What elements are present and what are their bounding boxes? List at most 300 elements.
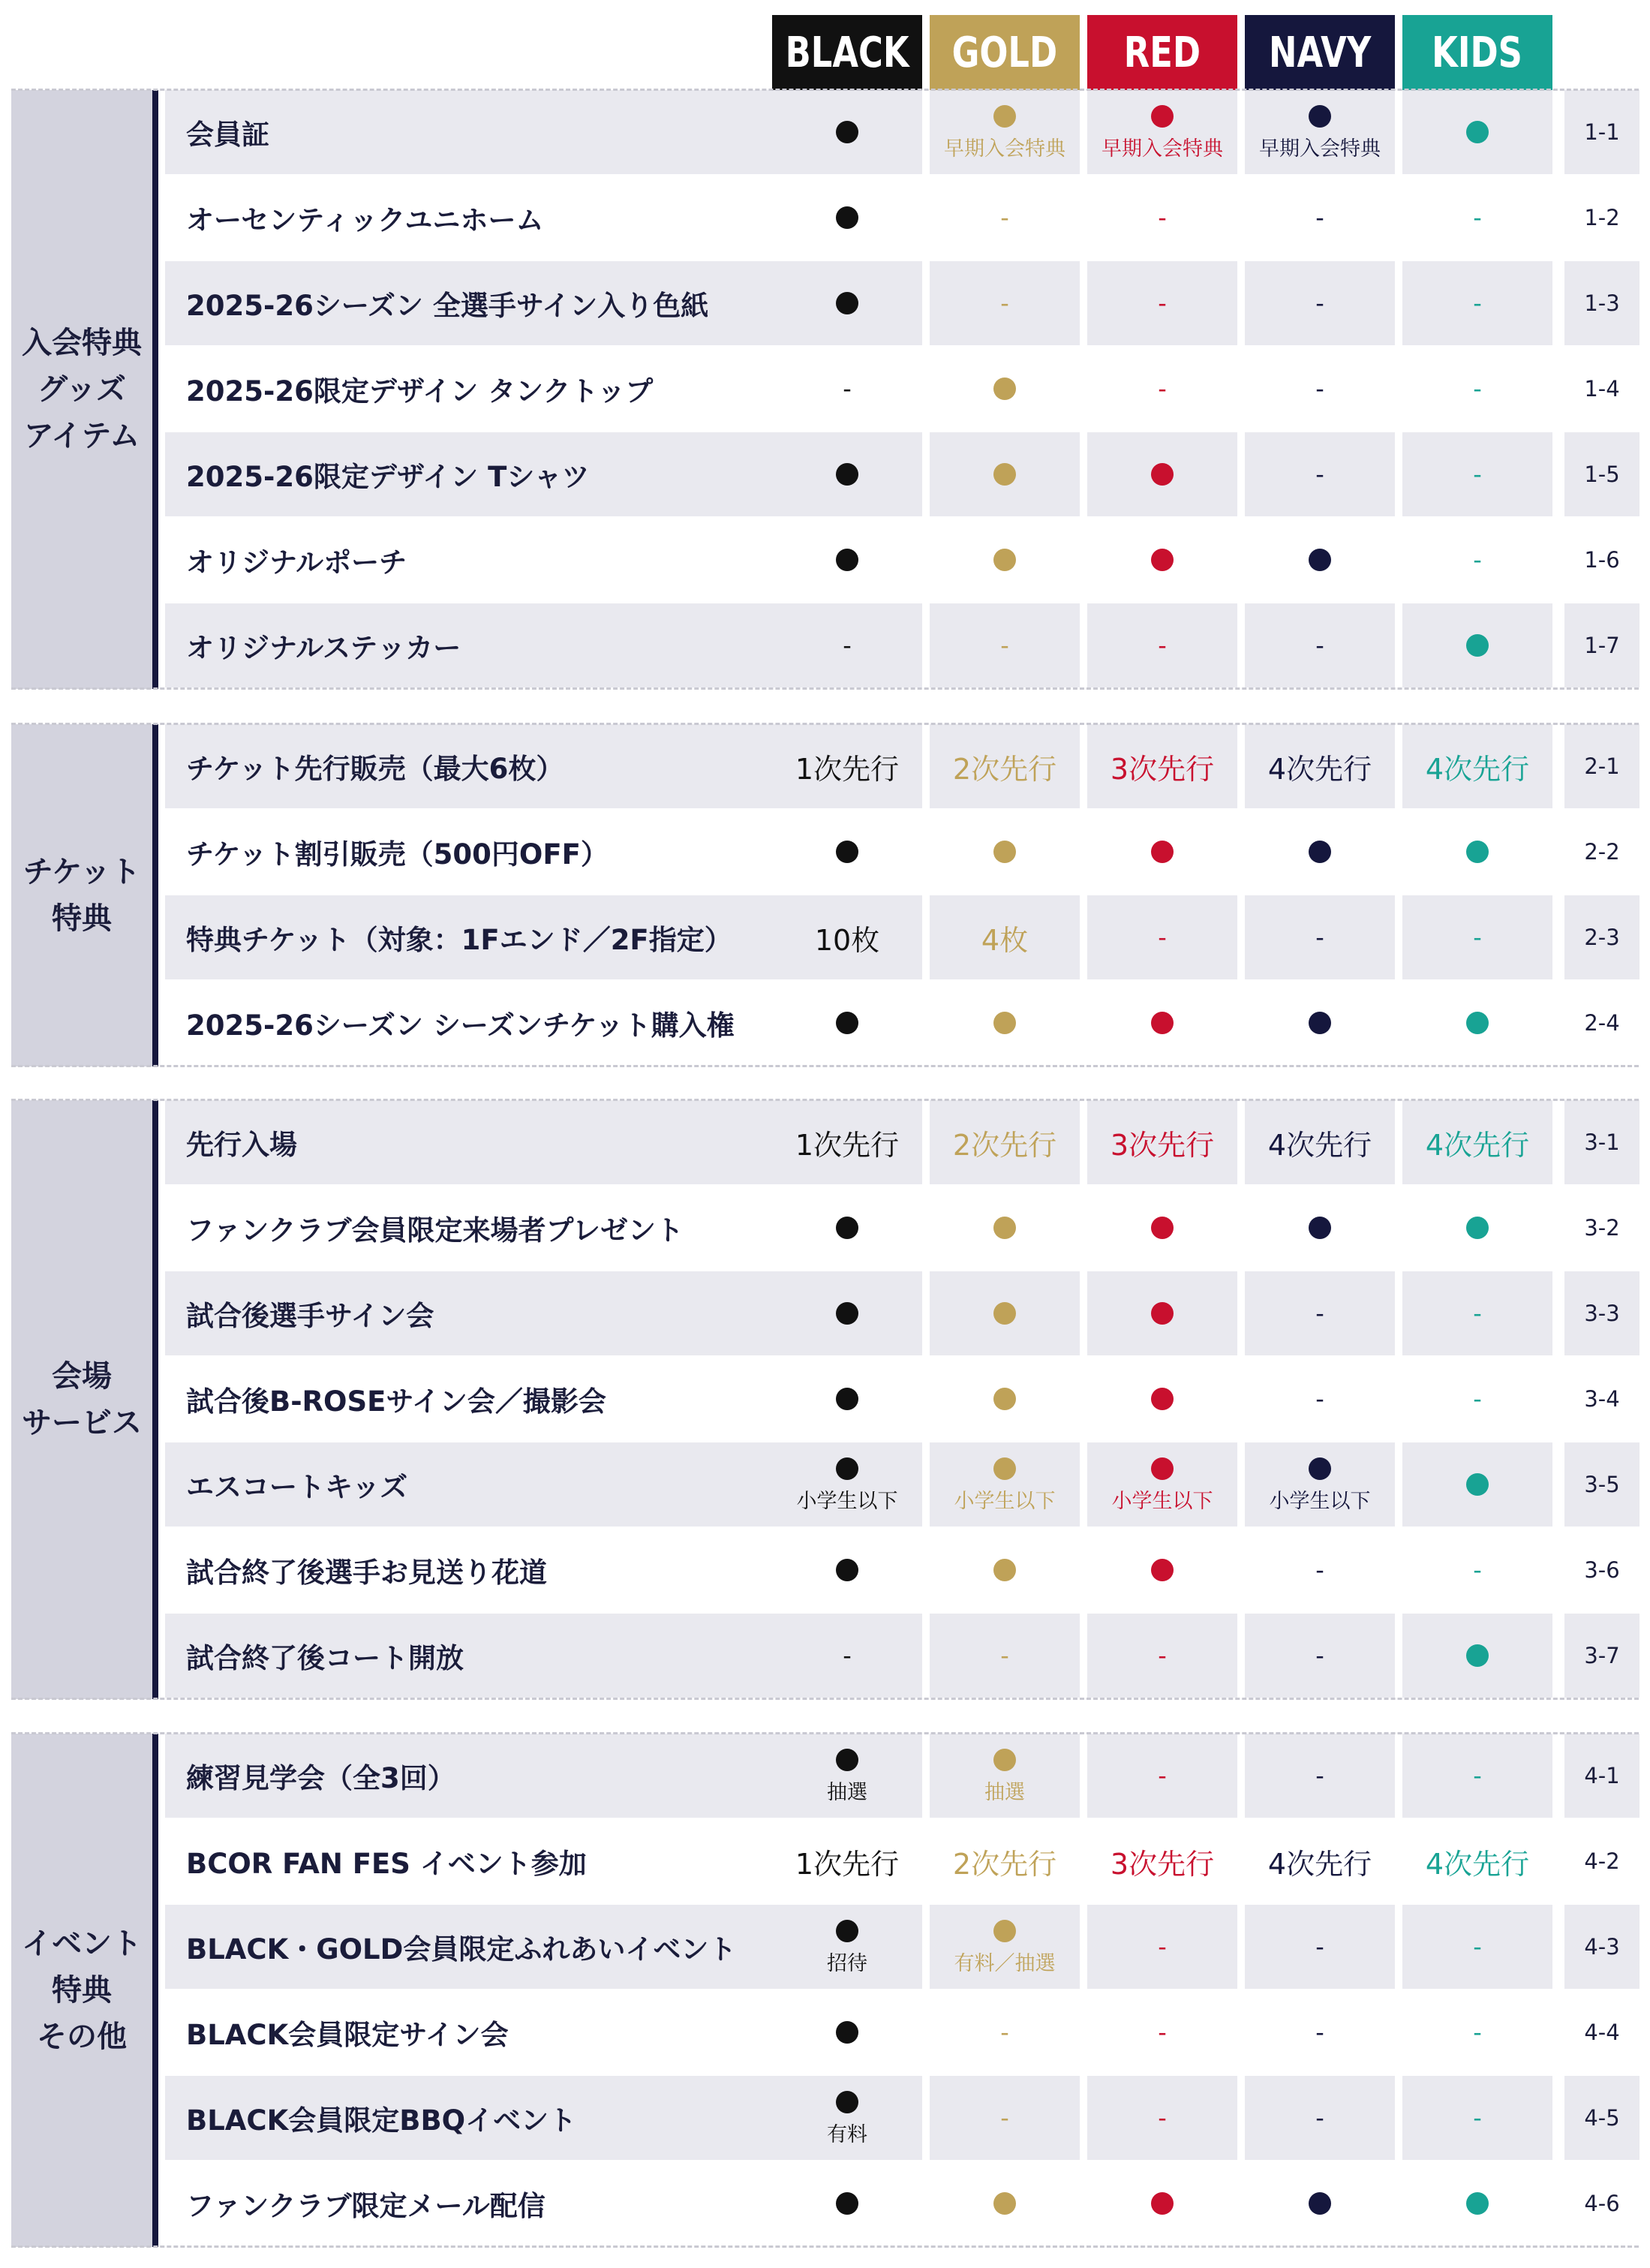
dashed-separator	[11, 1099, 1639, 1101]
row-code-label: 3-3	[1584, 1301, 1620, 1326]
cell-gold	[930, 1819, 1080, 1903]
feature-label: チケット割引販売（500円OFF）	[186, 838, 609, 871]
cell-navy	[1245, 895, 1395, 979]
row-code-label: 4-3	[1584, 1934, 1620, 1960]
included-dot-icon	[1151, 1457, 1174, 1480]
included-dot-icon	[836, 1388, 858, 1410]
cell-gold	[930, 2161, 1080, 2245]
cell-red	[1087, 176, 1237, 260]
cell-red	[1087, 90, 1237, 174]
included-dot-icon	[1466, 1217, 1489, 1239]
cell-value: 4次先行	[1267, 752, 1372, 786]
included-dot-icon	[836, 2091, 858, 2113]
table-row	[11, 895, 1639, 981]
included-dot-icon	[836, 1749, 858, 1771]
cell-black	[772, 603, 922, 687]
cell-black	[772, 1357, 922, 1441]
cell-navy	[1245, 981, 1395, 1065]
feature-name	[165, 1734, 773, 1818]
cell-kids	[1402, 1819, 1552, 1903]
row-code	[1564, 176, 1639, 260]
not-included-dash: -	[1473, 2104, 1482, 2132]
row-code-label: 2-2	[1584, 839, 1620, 865]
table-row	[11, 2161, 1639, 2247]
category-line: サービス	[22, 1406, 142, 1440]
included-dot-icon	[1151, 1559, 1174, 1581]
not-included-dash: -	[1473, 546, 1482, 574]
not-included-dash: -	[1473, 460, 1482, 489]
cell-gold	[930, 981, 1080, 1065]
table-row	[11, 1819, 1639, 1905]
not-included-dash: -	[1158, 203, 1167, 232]
row-code-label: 3-7	[1584, 1643, 1620, 1668]
row-code	[1564, 1186, 1639, 1270]
cell-kids	[1402, 1271, 1552, 1355]
cell-black	[772, 2161, 922, 2245]
row-code-label: 3-2	[1584, 1215, 1620, 1241]
cell-navy	[1245, 1734, 1395, 1818]
included-dot-icon	[1466, 2192, 1489, 2215]
row-code-label: 2-4	[1584, 1010, 1620, 1036]
feature-name	[165, 2161, 773, 2245]
not-included-dash: -	[1000, 289, 1009, 317]
row-code	[1564, 1100, 1639, 1184]
section-4	[11, 1734, 1639, 2247]
included-dot-icon	[836, 206, 858, 229]
row-code-label: 2-3	[1584, 925, 1620, 950]
included-dot-icon	[993, 1388, 1016, 1410]
cell-black	[772, 1819, 922, 1903]
not-included-dash: -	[1158, 1641, 1167, 1670]
table-row	[11, 432, 1639, 518]
feature-name	[165, 1271, 773, 1355]
included-dot-icon	[836, 2192, 858, 2215]
cell-red	[1087, 432, 1237, 516]
tier-header-label: NAVY	[1268, 28, 1372, 77]
cell-navy	[1245, 2076, 1395, 2160]
cell-kids	[1402, 1186, 1552, 1270]
cell-gold	[930, 1734, 1080, 1818]
included-dot-icon	[1309, 1012, 1331, 1034]
cell-black	[772, 261, 922, 345]
table-row	[11, 347, 1639, 432]
not-included-dash: -	[1315, 2018, 1324, 2047]
cell-gold	[930, 2076, 1080, 2160]
category-line: その他	[37, 2020, 127, 2054]
feature-name	[165, 895, 773, 979]
cell-kids	[1402, 1357, 1552, 1441]
row-code-label: 1-6	[1584, 547, 1620, 573]
not-included-dash: -	[1315, 923, 1324, 952]
included-dot-icon	[836, 1217, 858, 1239]
feature-name	[165, 90, 773, 174]
cell-kids	[1402, 261, 1552, 345]
not-included-dash: -	[1473, 374, 1482, 403]
cell-gold	[930, 1100, 1080, 1184]
cell-black	[772, 2076, 922, 2160]
included-dot-icon	[1151, 1217, 1174, 1239]
not-included-dash: -	[1000, 2018, 1009, 2047]
cell-gold	[930, 176, 1080, 260]
cell-gold	[930, 1442, 1080, 1527]
row-code	[1564, 981, 1639, 1065]
cell-black	[772, 810, 922, 894]
cell-value: 2次先行	[952, 1128, 1057, 1162]
feature-label: オーセンティックユニホーム	[186, 204, 544, 236]
cell-red	[1087, 1186, 1237, 1270]
feature-name	[165, 1990, 773, 2074]
feature-name	[165, 603, 773, 687]
cell-navy	[1245, 347, 1395, 431]
cell-red	[1087, 1734, 1237, 1818]
cell-value: 4次先行	[1425, 1847, 1530, 1881]
cell-navy	[1245, 1271, 1395, 1355]
included-dot-icon	[836, 549, 858, 571]
table-row	[11, 1357, 1639, 1442]
cell-kids	[1402, 810, 1552, 894]
not-included-dash: -	[1473, 923, 1482, 952]
cell-kids	[1402, 90, 1552, 174]
feature-label: 先行入場	[186, 1129, 297, 1161]
cell-kids	[1402, 724, 1552, 808]
feature-label: 特典チケット（対象：1Fエンド／2F指定）	[186, 924, 732, 956]
cell-value: 4枚	[981, 923, 1029, 957]
included-dot-icon	[836, 292, 858, 314]
cell-navy	[1245, 90, 1395, 174]
cell-black	[772, 1442, 922, 1527]
not-included-dash: -	[1158, 631, 1167, 660]
cell-kids	[1402, 1442, 1552, 1527]
tier-header-navy	[1245, 15, 1395, 90]
feature-name	[165, 347, 773, 431]
cell-red	[1087, 1357, 1237, 1441]
row-code	[1564, 1819, 1639, 1903]
included-dot-icon	[836, 463, 858, 486]
included-dot-icon	[1309, 2192, 1331, 2215]
cell-kids	[1402, 432, 1552, 516]
cell-gold	[930, 1905, 1080, 1989]
included-dot-icon	[993, 1920, 1016, 1942]
included-dot-icon	[1151, 1012, 1174, 1034]
feature-name	[165, 810, 773, 894]
cell-note: 抽選	[827, 1780, 867, 1804]
tier-header-gold	[930, 15, 1080, 90]
cell-kids	[1402, 1528, 1552, 1612]
included-dot-icon	[993, 1457, 1016, 1480]
cell-kids	[1402, 1100, 1552, 1184]
cell-red	[1087, 2076, 1237, 2160]
table-row	[11, 1905, 1639, 1990]
row-code-label: 3-5	[1584, 1472, 1620, 1497]
cell-red	[1087, 724, 1237, 808]
feature-label: オリジナルポーチ	[186, 546, 407, 579]
feature-name	[165, 2076, 773, 2160]
cell-kids	[1402, 1990, 1552, 2074]
cell-gold	[930, 1614, 1080, 1698]
feature-name	[165, 1905, 773, 1989]
included-dot-icon	[836, 1302, 858, 1325]
table-row	[11, 1528, 1639, 1614]
not-included-dash: -	[1473, 1299, 1482, 1328]
cell-value: 2次先行	[952, 752, 1057, 786]
feature-label: 会員証	[186, 119, 269, 151]
row-code-label: 3-4	[1584, 1386, 1620, 1412]
cell-black	[772, 895, 922, 979]
category-line: イベント	[22, 1927, 142, 1961]
cell-value: 4次先行	[1267, 1128, 1372, 1162]
cell-navy	[1245, 261, 1395, 345]
cell-gold	[930, 1357, 1080, 1441]
included-dot-icon	[1151, 105, 1174, 128]
included-dot-icon	[1151, 549, 1174, 571]
cell-red	[1087, 1100, 1237, 1184]
not-included-dash: -	[1315, 289, 1324, 317]
cell-gold	[930, 518, 1080, 602]
row-code	[1564, 1905, 1639, 1989]
not-included-dash: -	[1315, 1641, 1324, 1670]
included-dot-icon	[993, 1302, 1016, 1325]
dashed-separator	[11, 1698, 1639, 1700]
table-row	[11, 1734, 1639, 1819]
not-included-dash: -	[1315, 1761, 1324, 1790]
cell-red	[1087, 261, 1237, 345]
included-dot-icon	[993, 1559, 1016, 1581]
cell-navy	[1245, 603, 1395, 687]
cell-note: 早期入会特典	[1259, 137, 1381, 161]
table-row	[11, 518, 1639, 603]
category-line: 特典	[52, 901, 112, 936]
cell-value: 4次先行	[1425, 1128, 1530, 1162]
cell-note: 招待	[827, 1951, 867, 1975]
row-code-label: 1-7	[1584, 633, 1620, 658]
table-row	[11, 981, 1639, 1066]
tier-header-label: RED	[1123, 28, 1201, 77]
cell-gold	[930, 724, 1080, 808]
included-dot-icon	[1309, 549, 1331, 571]
feature-name	[165, 1442, 773, 1527]
row-code	[1564, 261, 1639, 345]
included-dot-icon	[836, 121, 858, 143]
cell-red	[1087, 1905, 1237, 1989]
cell-black	[772, 1990, 922, 2074]
not-included-dash: -	[1315, 203, 1324, 232]
tier-header-kids	[1402, 15, 1552, 90]
not-included-dash: -	[1473, 2018, 1482, 2047]
feature-label: チケット先行販売（最大6枚）	[186, 753, 564, 785]
cell-gold	[930, 1271, 1080, 1355]
cell-red	[1087, 1614, 1237, 1698]
cell-black	[772, 1271, 922, 1355]
category-line: チケット	[23, 855, 141, 889]
cell-red	[1087, 347, 1237, 431]
cell-value: 2次先行	[952, 1847, 1057, 1881]
not-included-dash: -	[1000, 203, 1009, 232]
cell-black	[772, 1905, 922, 1989]
included-dot-icon	[1309, 841, 1331, 863]
cell-red	[1087, 603, 1237, 687]
cell-kids	[1402, 1614, 1552, 1698]
cell-red	[1087, 518, 1237, 602]
cell-black	[772, 1186, 922, 1270]
included-dot-icon	[1466, 1644, 1489, 1667]
cell-value: 4次先行	[1425, 752, 1530, 786]
row-code-label: 4-4	[1584, 2020, 1620, 2045]
included-dot-icon	[836, 1559, 858, 1581]
feature-label: 試合終了後選手お見送り花道	[186, 1557, 547, 1589]
included-dot-icon	[1466, 121, 1489, 143]
row-code	[1564, 810, 1639, 894]
row-code	[1564, 518, 1639, 602]
included-dot-icon	[1151, 2192, 1174, 2215]
cell-navy	[1245, 518, 1395, 602]
table-row	[11, 2076, 1639, 2161]
dashed-separator	[11, 2245, 1639, 2248]
included-dot-icon	[993, 1217, 1016, 1239]
cell-kids	[1402, 518, 1552, 602]
row-code	[1564, 1357, 1639, 1441]
feature-name	[165, 432, 773, 516]
category-line: 入会特典	[22, 326, 142, 360]
feature-label: エスコートキッズ	[186, 1471, 408, 1503]
feature-label: BLACK会員限定サイン会	[186, 2019, 509, 2051]
not-included-dash: -	[1473, 289, 1482, 317]
cell-navy	[1245, 1442, 1395, 1527]
cell-note: 抽選	[984, 1780, 1025, 1804]
feature-label: 2025-26シーズン シーズンチケット購入権	[186, 1009, 735, 1042]
included-dot-icon	[836, 1012, 858, 1034]
cell-navy	[1245, 1905, 1395, 1989]
feature-name	[165, 1186, 773, 1270]
cell-gold	[930, 603, 1080, 687]
cell-gold	[930, 432, 1080, 516]
included-dot-icon	[993, 1012, 1016, 1034]
row-code-label: 1-5	[1584, 462, 1620, 487]
cell-black	[772, 90, 922, 174]
included-dot-icon	[1151, 1302, 1174, 1325]
included-dot-icon	[1309, 1217, 1331, 1239]
cell-value: 1次先行	[795, 752, 900, 786]
row-code	[1564, 895, 1639, 979]
not-included-dash: -	[1000, 1641, 1009, 1670]
cell-navy	[1245, 1614, 1395, 1698]
dashed-separator	[11, 723, 1639, 725]
category-line: アイテム	[23, 419, 140, 453]
included-dot-icon	[836, 1920, 858, 1942]
cell-navy	[1245, 724, 1395, 808]
table-row	[11, 603, 1639, 689]
table-row	[11, 1186, 1639, 1271]
cell-kids	[1402, 1734, 1552, 1818]
feature-label: オリジナルステッカー	[186, 632, 461, 664]
not-included-dash: -	[1000, 2104, 1009, 2132]
cell-black	[772, 1614, 922, 1698]
section-3	[11, 1100, 1639, 1699]
cell-value: 3次先行	[1110, 1128, 1215, 1162]
included-dot-icon	[836, 2021, 858, 2044]
cell-note: 早期入会特典	[1102, 137, 1223, 161]
included-dot-icon	[1151, 1388, 1174, 1410]
cell-gold	[930, 90, 1080, 174]
feature-name	[165, 724, 773, 808]
not-included-dash: -	[1315, 460, 1324, 489]
category-line: 特典	[52, 1973, 112, 2008]
cell-gold	[930, 347, 1080, 431]
not-included-dash: -	[1473, 203, 1482, 232]
cell-note: 有料	[827, 2122, 867, 2146]
cell-kids	[1402, 1905, 1552, 1989]
row-code	[1564, 603, 1639, 687]
row-code	[1564, 1614, 1639, 1698]
cell-red	[1087, 1271, 1237, 1355]
not-included-dash: -	[1315, 1933, 1324, 1961]
cell-red	[1087, 2161, 1237, 2245]
feature-name	[165, 1614, 773, 1698]
feature-name	[165, 261, 773, 345]
cell-gold	[930, 1990, 1080, 2074]
table-row	[11, 261, 1639, 347]
cell-red	[1087, 981, 1237, 1065]
cell-note: 小学生以下	[1269, 1489, 1371, 1513]
included-dot-icon	[993, 841, 1016, 863]
row-code-label: 3-1	[1584, 1129, 1620, 1155]
row-code	[1564, 2076, 1639, 2160]
row-code-label: 1-4	[1584, 376, 1620, 402]
not-included-dash: -	[1473, 1761, 1482, 1790]
cell-value: 1次先行	[795, 1128, 900, 1162]
feature-label: BLACK・GOLD会員限定ふれあいイベント	[186, 1933, 737, 1966]
table-row	[11, 1442, 1639, 1528]
cell-black	[772, 347, 922, 431]
feature-label: 2025-26限定デザイン Tシャツ	[186, 461, 590, 493]
cell-kids	[1402, 603, 1552, 687]
tier-header-black	[772, 15, 922, 90]
cell-gold	[930, 810, 1080, 894]
cell-red	[1087, 1528, 1237, 1612]
not-included-dash: -	[1158, 2018, 1167, 2047]
not-included-dash: -	[1315, 1385, 1324, 1413]
feature-label: 試合後選手サイン会	[186, 1300, 434, 1332]
row-code-label: 3-6	[1584, 1557, 1620, 1583]
included-dot-icon	[1466, 634, 1489, 657]
cell-black	[772, 518, 922, 602]
not-included-dash: -	[1158, 374, 1167, 403]
included-dot-icon	[1466, 1473, 1489, 1496]
row-code	[1564, 2161, 1639, 2245]
feature-label: BLACK会員限定BBQイベント	[186, 2104, 577, 2137]
not-included-dash: -	[1473, 1556, 1482, 1584]
cell-navy	[1245, 1819, 1395, 1903]
not-included-dash: -	[843, 1641, 852, 1670]
cell-value: 3次先行	[1110, 752, 1215, 786]
row-code	[1564, 1990, 1639, 2074]
row-code	[1564, 1528, 1639, 1612]
cell-gold	[930, 261, 1080, 345]
cell-black	[772, 176, 922, 260]
cell-kids	[1402, 2076, 1552, 2160]
table-row	[11, 176, 1639, 261]
dashed-separator	[11, 89, 1639, 91]
cell-black	[772, 1528, 922, 1612]
row-code-label: 1-1	[1584, 119, 1620, 145]
cell-gold	[930, 895, 1080, 979]
row-code-label: 1-3	[1584, 290, 1620, 316]
cell-navy	[1245, 1357, 1395, 1441]
feature-name	[165, 518, 773, 602]
cell-kids	[1402, 2161, 1552, 2245]
included-dot-icon	[1309, 1457, 1331, 1480]
not-included-dash: -	[1315, 2104, 1324, 2132]
row-code-label: 4-2	[1584, 1848, 1620, 1874]
